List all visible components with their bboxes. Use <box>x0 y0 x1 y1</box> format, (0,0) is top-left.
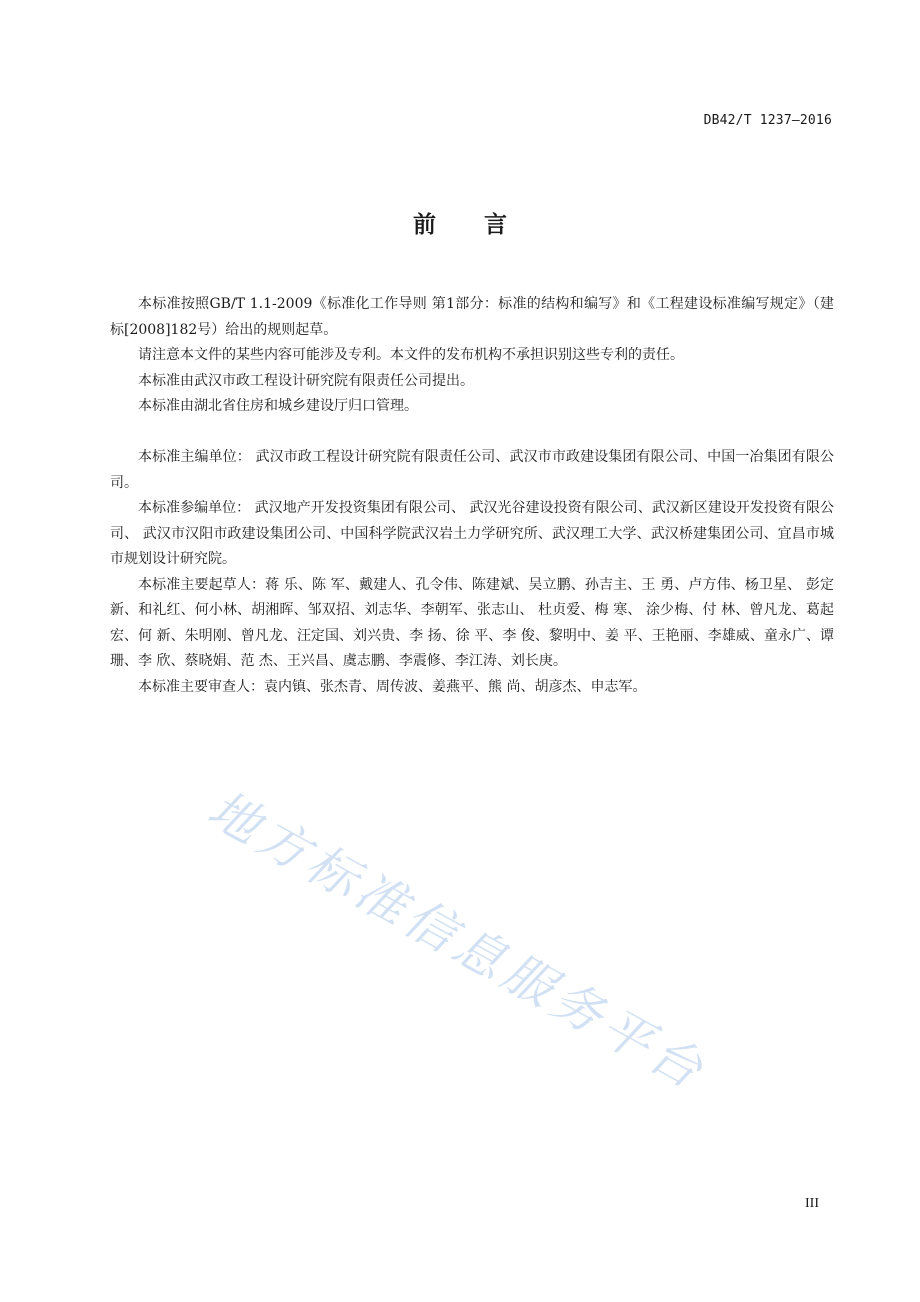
page-number: III <box>805 1196 819 1211</box>
watermark: 地方标准信息服务平台 <box>198 779 717 1102</box>
page-title-part-1: 前 <box>413 212 436 238</box>
page-title-part-2: 言 <box>484 212 507 238</box>
paragraph-patent-notice: 请注意本文件的某些内容可能涉及专利。本文件的发布机构不承担识别这些专利的责任。 <box>138 347 684 363</box>
page-title <box>0 206 920 239</box>
document-code: DB42/T 1237—2016 <box>703 113 832 128</box>
paragraph-proposer: 本标准由武汉市政工程设计研究院有限责任公司提出。 <box>138 372 474 389</box>
foreword-body <box>110 292 834 700</box>
paragraph-drafting-rules: 本标准按照GB/T 1.1-2009《标准化工作导则 第1部分：标准的结构和编写》和《工程建设标准编写规定》（建标[2008]182号）给出的规则起草。 <box>110 296 834 338</box>
paragraph-reviewers: 本标准主要审查人：袁内镇、张杰青、周传波、姜燕平、熊 尚、胡彦杰、申志军。 <box>138 678 647 695</box>
paragraph-participating-units: 本标准参编单位： 武汉地产开发投资集团有限公司、 武汉光谷建设投资有限公司、武汉新区建设开发投资有限公司、 武汉市汉阳市政建设集团公司、中国科学院武汉岩土力学研究所、武汉理工大学、武汉桥建集团公司、宜昌市城市规划设计研究院。 <box>110 500 834 567</box>
paragraph-chief-editors: 本标准主编单位： 武汉市政工程设计研究院有限责任公司、武汉市市政建设集团有限公司、中国一冶集团有限公司。 <box>110 449 834 491</box>
paragraph-administrator: 本标准由湖北省住房和城乡建设厅归口管理。 <box>138 398 418 414</box>
paragraph-spacer <box>110 420 834 446</box>
paragraph-drafters: 本标准主要起草人：蒋 乐、陈 军、戴建人、孔令伟、陈建斌、吴立鹏、孙吉主、王 勇、卢方伟、杨卫星、 彭定新、和礼红、何小林、胡湘晖、邹双招、刘志华、李朝军、张志山、 杜贞爱、梅 寒、 涂少梅、付 林、曾凡龙、葛起宏、何 新、朱明刚、曾凡龙、汪定国、刘兴贵、李 扬、徐 平、李 俊、黎明中、姜 平、王艳丽、李雄威、童永广、谭 珊、李 欣、蔡晓娟、范 杰、王兴昌、虞志鹏、李震修、李江涛、刘长庚。 <box>110 576 834 669</box>
